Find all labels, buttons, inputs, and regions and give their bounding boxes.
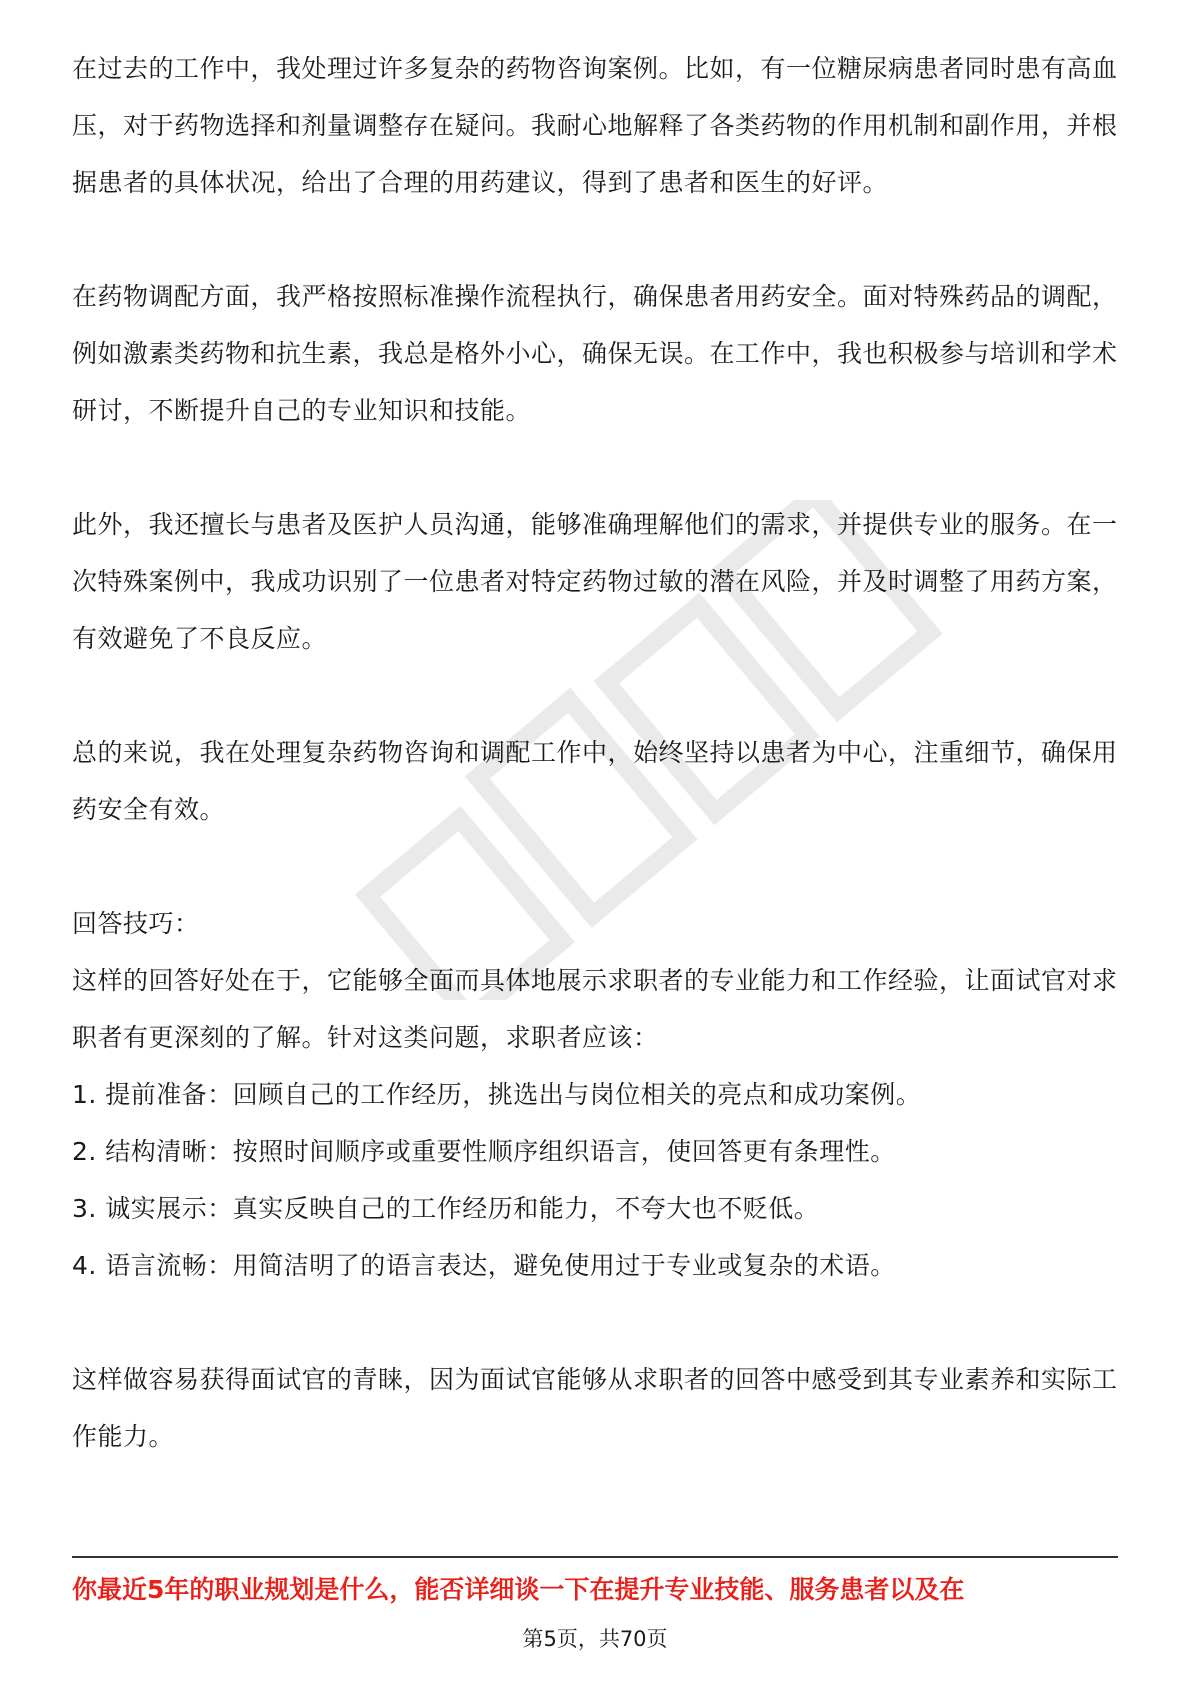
next-question-heading: 你最近5年的职业规划是什么，能否详细谈一下在提升专业技能、服务患者以及在 <box>72 1575 965 1604</box>
page-number: 第5页，共70页 <box>522 1627 668 1651</box>
tips-intro: 这样的回答好处在于，它能够全面而具体地展示求职者的专业能力和工作经验，让面试官对求职者有更深刻的了解。针对这类问题，求职者应该： <box>72 966 1118 1052</box>
tips-heading: 回答技巧： <box>72 909 200 938</box>
tips-item: 2. 结构清晰：按照时间顺序或重要性顺序组织语言，使回答更有条理性。 <box>72 1137 896 1166</box>
tips-item: 1. 提前准备：回顾自己的工作经历，挑选出与岗位相关的亮点和成功案例。 <box>72 1080 922 1109</box>
tips-item: 4. 语言流畅：用简洁明了的语言表达，避免使用过于专业或复杂的术语。 <box>72 1251 896 1280</box>
paragraph: 在过去的工作中，我处理过许多复杂的药物咨询案例。比如，有一位糖尿病患者同时患有高血压，对于药物选择和剂量调整存在疑问。我耐心地解释了各类药物的作用机制和副作用，并根据患者的具体状况，给出了合理的用药建议，得到了患者和医生的好评。 <box>72 54 1118 197</box>
paragraph: 此外，我还擅长与患者及医护人员沟通，能够准确理解他们的需求，并提供专业的服务。在一次特殊案例中，我成功识别了一位患者对特定药物过敏的潜在风险，并及时调整了用药方案，有效避免了不良反应。 <box>72 510 1118 653</box>
paragraph: 在药物调配方面，我严格按照标准操作流程执行，确保患者用药安全。面对特殊药品的调配，例如激素类药物和抗生素，我总是格外小心，确保无误。在工作中，我也积极参与培训和学术研讨，不断提升自己的专业知识和技能。 <box>72 282 1118 425</box>
document-body <box>72 40 1118 1465</box>
paragraph: 总的来说，我在处理复杂药物咨询和调配工作中，始终坚持以患者为中心，注重细节，确保用药安全有效。 <box>72 738 1118 824</box>
tips-conclusion: 这样做容易获得面试官的青睐，因为面试官能够从求职者的回答中感受到其专业素养和实际工作能力。 <box>72 1365 1118 1451</box>
tips-item: 3. 诚实展示：真实反映自己的工作经历和能力，不夸大也不贬低。 <box>72 1194 820 1223</box>
divider <box>72 1556 1118 1558</box>
